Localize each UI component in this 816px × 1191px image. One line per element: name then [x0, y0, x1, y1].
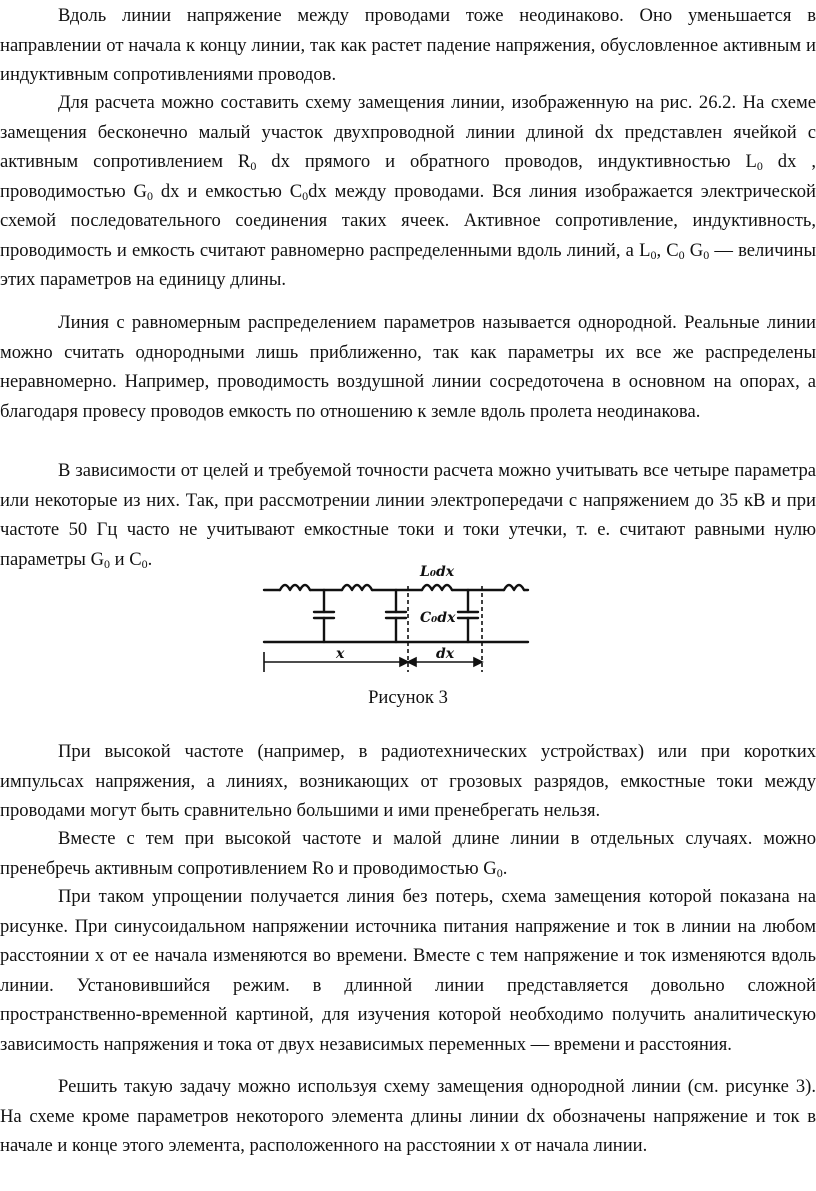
- paragraph-2-text-7: G: [684, 239, 704, 261]
- paragraph-4-text-1: В зависимости от целей и требуемой точности расчета можно учитывать все четыре параметра или некоторые из них. Так, при рассмотрении линии электропередачи с напряжением до 35 кВ и при частоте 50 Гц часто не учитывают емкостные токи и токи утечки, т. е. считают равными нулю параметры G: [0, 460, 816, 570]
- paragraph-2-text-1: Для расчета можно составить схему замещения линии, изображенную на рис. 26.2. На схеме замещения бесконечно малый участок двухпроводной линии длиной dx представлен ячейкой с активным сопротивлением R: [0, 92, 816, 172]
- paragraph-2-text-3: dx , проводимостью G: [0, 151, 816, 202]
- label-c0dx: C₀dx: [420, 610, 456, 626]
- subscript-g0-b: 0: [703, 247, 710, 262]
- subscript-c0: 0: [302, 188, 309, 203]
- paragraph-4: [0, 456, 816, 574]
- paragraph-6-text-1: Вместе с тем при высокой частоте и малой длине линии в отдельных случаях. можно пренебречь активным сопротивлением Ro и проводимостью G: [0, 828, 816, 879]
- paragraph-2-text-2: dx прямого и обратного проводов, индуктивностью L: [256, 151, 757, 172]
- paragraph-4-text-2: и C: [110, 548, 142, 570]
- subscript-c0-b: 0: [678, 247, 685, 262]
- paragraph-6-text-2: .: [502, 857, 508, 879]
- subscript-g0-d: 0: [496, 865, 503, 880]
- paragraph-5: При высокой частоте (например, в радиотехнических устройствах) или при коротких импульсах напряжения, а линиях, возникающих от грозовых разрядов, емкостные токи между проводами могут быть сравнительно большими и ими пренебрегать нельзя.: [0, 741, 816, 821]
- paragraph-2-text-5: dx между проводами. Вся линия изображается электрической схемой последовательного соединения таких ячеек. Активное сопротивление, индуктивность, проводимость и емкость считают равномерно распределенными вдоль линий, а L: [0, 180, 816, 261]
- label-x: x: [336, 646, 345, 662]
- paragraph-1: Вдоль линии напряжение между проводами тоже неодинаково. Оно уменьшается в направлении от начала к концу линии, так как растет падение напряжения, обусловленное активным и индуктивным сопротивлениями проводов.: [0, 5, 816, 85]
- paragraph-2-text-6: , C: [656, 239, 679, 261]
- subscript-l0-b: 0: [650, 247, 657, 262]
- subscript-c0-c: 0: [141, 556, 148, 571]
- label-l0dx: L₀dx: [420, 564, 455, 580]
- paragraph-8: Решить такую задачу можно используя схему замещения однородной линии (см. рисунке 3). На схеме кроме параметров некоторого элемента длины линии dx обозначены напряжение и ток в начале и конце этого элемента, расположенного на расстоянии x от начала линии.: [0, 1076, 816, 1156]
- subscript-r0: 0: [250, 159, 257, 173]
- paragraph-2-text-4: dx и емкостью C: [152, 180, 303, 202]
- paragraph-4-text-3: .: [147, 548, 153, 570]
- circuit-diagram: [260, 560, 530, 680]
- paragraph-6: [0, 824, 816, 883]
- paragraph-3: Линия с равномерным распределением параметров называется однородной. Реальные линии можно считать однородными лишь приближенно, так как параметры их все же распределены неравномерно. Например, проводимость воздушной линии сосредоточена в основном на опорах, а благодаря провесу проводов емкость по отношению к земле вдоль пролета неодинакова.: [0, 312, 816, 422]
- paragraph-2: [0, 88, 816, 295]
- figure-caption: Рисунок 3: [368, 687, 448, 708]
- subscript-g0-c: 0: [104, 556, 110, 571]
- paragraph-7: При таком упрощении получается линия без потерь, схема замещения которой показана на рисунке. При синусоидальном напряжении источника питания напряжение и ток в линии на любом расстоянии x от ее начала изменяются во времени. Вместе с тем напряжение и ток изменяются вдоль линии. Установившийся режим. в длинной линии представляется довольно сложной пространственно-временной картиной, для изучения которой необходимо получить аналитическую зависимость напряжения и тока от двух независимых переменных — времени и расстояния.: [0, 886, 816, 1055]
- subscript-g0: 0: [146, 188, 153, 203]
- paragraph-2-text-8: — величины этих параметров на единицу длины.: [0, 239, 816, 290]
- subscript-l0: 0: [756, 159, 763, 173]
- label-dx: dx: [436, 646, 455, 662]
